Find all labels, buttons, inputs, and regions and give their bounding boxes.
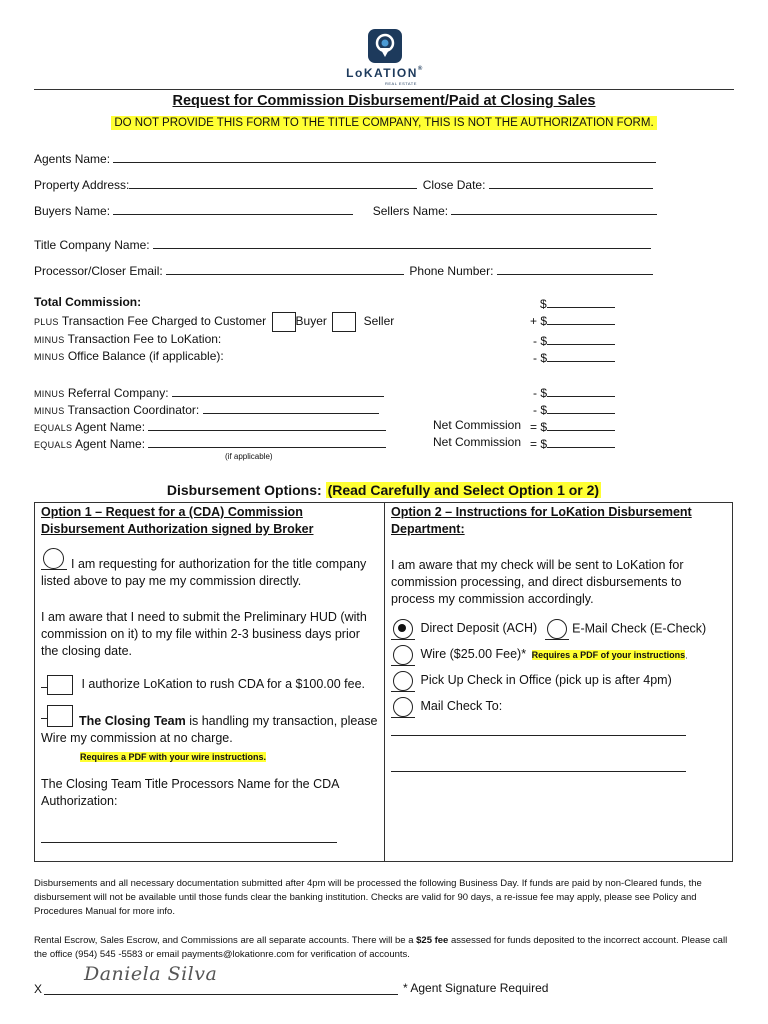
amount-net-1-field[interactable] (547, 418, 615, 431)
mail-address-line-2[interactable] (391, 771, 686, 772)
pickup-radio[interactable] (391, 671, 415, 692)
seller-checkbox[interactable] (332, 312, 356, 332)
if-applicable-note: (if applicable) (225, 452, 273, 461)
footer-disbursement-policy: Disbursements and all necessary documentation submitted after 4pm will be processed the following Business Day. If funds are paid by non-Cleared funds, the disbursement will not be available until those funds clear the banking institution. Checks are valid for 90 days, a re-issue fee may apply, please see Policy and Procedures Manual for more info. (34, 878, 702, 917)
agent-name-field-2[interactable] (148, 435, 386, 448)
net-commission-label-2: Net Commission (433, 435, 522, 449)
hud-text: I am aware that I need to submit the Preliminary HUD (with commission on it) to my file within 2-3 business days prior the closing date. (41, 610, 367, 658)
transaction-fee-customer-row: PLUS Transaction Fee Charged to Customer Buyer Seller (34, 312, 394, 332)
amount-net-2: = $ (530, 435, 615, 451)
mail-address-line-1[interactable] (391, 735, 686, 736)
header-rule (34, 89, 734, 90)
option-1-heading: Option 1 – Request for a (CDA) Commission Disbursement Authorization signed by Broker (41, 505, 314, 536)
processor-name-text: The Closing Team Title Processors Name for the CDA Authorization: (41, 777, 339, 808)
amount-total: $ (540, 295, 615, 311)
fee-lokation-label: MINUS Transaction Fee to LoKation: (34, 332, 222, 346)
email-check-radio[interactable] (545, 619, 569, 640)
referral-company-row: MINUS Referral Company: (34, 384, 384, 400)
option-2-aware-text: I am aware that my check will be sent to LoKation for commission processing, and direct disbursements to process my commission accordingly. (391, 558, 684, 606)
phone-field[interactable] (497, 262, 653, 275)
processor-name-field[interactable] (41, 842, 337, 843)
logo-wordmark: LoKATION® (346, 66, 424, 80)
property-address-row: Property Address: Close Date: (34, 176, 653, 192)
property-address-field[interactable] (129, 176, 417, 189)
signature-x: X (34, 982, 43, 996)
sellers-name-field[interactable] (451, 202, 657, 215)
amount-lokation-fee-field[interactable] (547, 332, 615, 345)
buyers-name-field[interactable] (113, 202, 353, 215)
title-company-row: Title Company Name: (34, 236, 651, 252)
wire-row: Wire ($25.00 Fee)* Requires a PDF of your instructions. (391, 645, 688, 666)
mail-check-radio[interactable] (391, 697, 415, 718)
amount-net-1: = $ (530, 418, 615, 434)
amount-net-2-field[interactable] (547, 435, 615, 448)
direct-deposit-row: Direct Deposit (ACH) E-Mail Check (E-Check) (391, 619, 706, 640)
agent-name-field-1[interactable] (148, 418, 386, 431)
location-pin-icon (367, 28, 403, 64)
option-2-heading: Option 2 – Instructions for LoKation Disbursement Department: (391, 505, 692, 536)
rush-cda-row: I authorize LoKation to rush CDA for a $100.00 fee. (41, 675, 365, 695)
amount-customer-fee-field[interactable] (547, 312, 615, 325)
closing-team-text: The Closing Team is handling my transaction, please Wire my commission at no charge. (41, 714, 378, 745)
signature-required-label: * Agent Signature Required (403, 981, 549, 995)
mail-check-row: Mail Check To: (391, 697, 502, 718)
amount-referral-field[interactable] (547, 384, 615, 397)
direct-deposit-radio[interactable] (391, 619, 415, 640)
amount-office-balance-field[interactable] (547, 349, 615, 362)
amount-coordinator: - $ (533, 401, 615, 417)
logo (340, 28, 430, 88)
amount-referral: - $ (533, 384, 615, 400)
amount-total-field[interactable] (547, 295, 615, 308)
transaction-coordinator-row: MINUS Transaction Coordinator: (34, 401, 379, 417)
processor-phone-row: Processor/Closer Email: Phone Number: (34, 262, 653, 278)
total-commission-label: Total Commission: (34, 295, 142, 309)
agent-signature: Daniela Silva (84, 963, 218, 985)
logo-tagline: REAL ESTATE (385, 81, 417, 86)
form-title: Request for Commission Disbursement/Paid at Closing Sales (172, 93, 596, 109)
wire-radio[interactable] (391, 645, 415, 666)
footer-escrow-notice: Rental Escrow, Sales Escrow, and Commissions are all separate accounts. There will be a $25 fee assessed for funds deposited to the incorrect account. Please call the office (954) 545 -5583 or email payments@lokationre.com for verification of accounts. (34, 935, 728, 960)
warning-banner: DO NOT PROVIDE THIS FORM TO THE TITLE COMPANY, THIS IS NOT THE AUTHORIZATION FORM. (0, 113, 768, 131)
amount-office-balance: - $ (533, 349, 615, 365)
net-commission-label-1: Net Commission (433, 418, 522, 432)
signature-line[interactable] (44, 994, 398, 995)
amount-coordinator-field[interactable] (547, 401, 615, 414)
referral-company-field[interactable] (172, 384, 384, 397)
wire-pdf-note: Requires a PDF with your wire instructions. (80, 752, 267, 762)
transaction-coordinator-field[interactable] (203, 401, 379, 414)
agents-name-row: Agents Name: (34, 150, 656, 166)
agent-name-row-2: EQUALS Agent Name: (34, 435, 386, 451)
cda-request-text: I am requesting for authorization for the title company listed above to pay me my commission directly. (41, 557, 367, 588)
close-date-field[interactable] (489, 176, 653, 189)
buyer-checkbox[interactable] (272, 312, 296, 332)
amount-customer-fee: + $ (530, 312, 615, 328)
office-balance-label: MINUS Office Balance (if applicable): (34, 349, 224, 363)
agent-name-row-1: EQUALS Agent Name: (34, 418, 386, 434)
radio-selected-dot (398, 624, 406, 632)
processor-email-field[interactable] (166, 262, 404, 275)
agents-name-field[interactable] (113, 150, 656, 163)
amount-lokation-fee: - $ (533, 332, 615, 348)
buyers-sellers-row: Buyers Name: Sellers Name: (34, 202, 657, 218)
pickup-row: Pick Up Check in Office (pick up is after 4pm) (391, 671, 672, 692)
disbursement-heading: Disbursement Options: (Read Carefully and Select Option 1 or 2) (166, 482, 600, 498)
title-company-field[interactable] (153, 236, 651, 249)
rush-cda-checkbox[interactable] (47, 675, 73, 695)
